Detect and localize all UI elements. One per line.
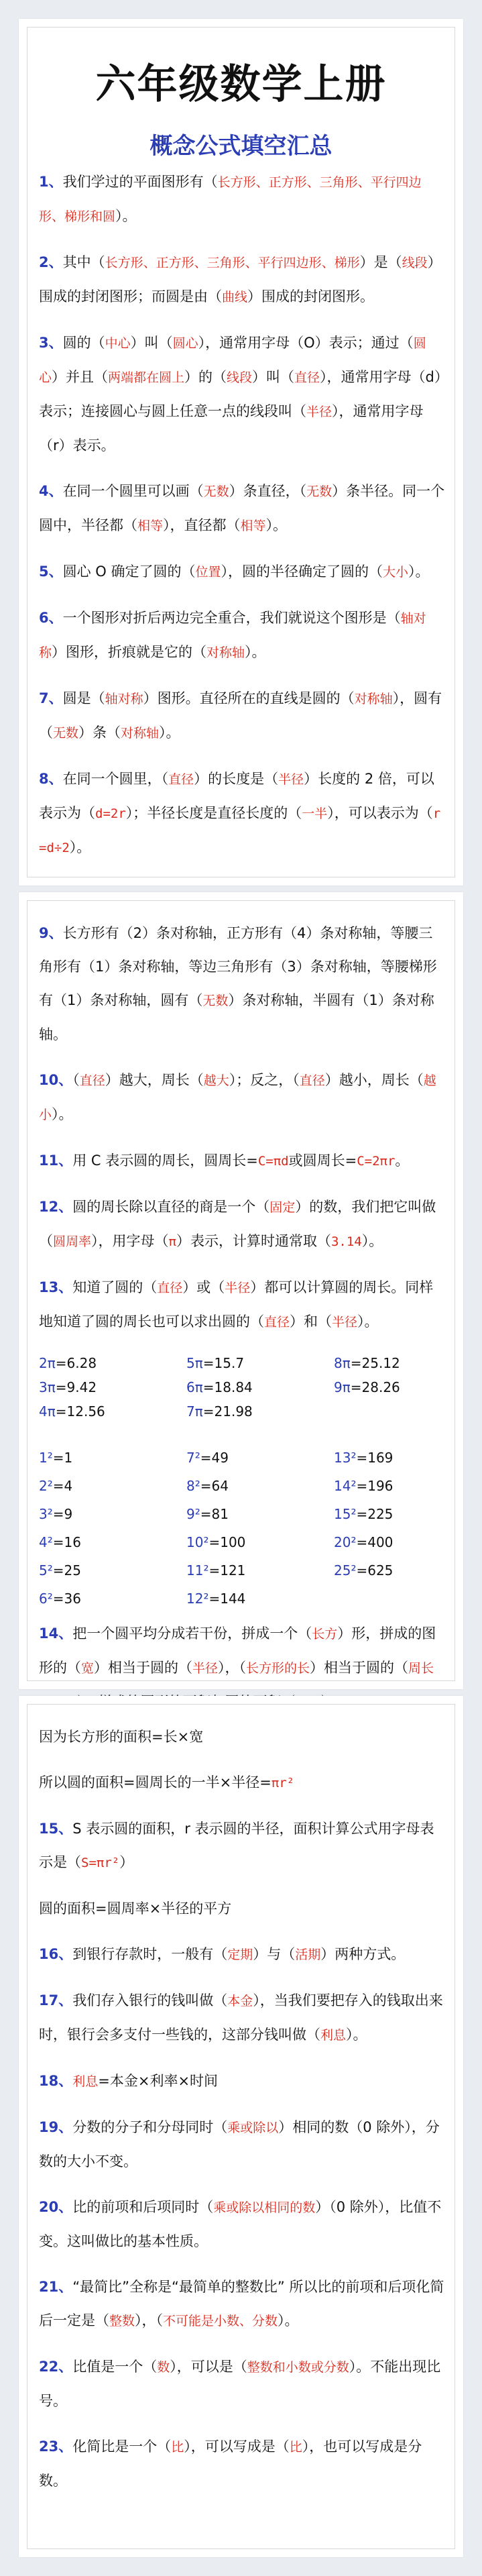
- table-cell: [334, 1472, 455, 1500]
- answer-text: 半径: [306, 405, 333, 419]
- concept-item: [39, 916, 446, 1051]
- item-text: ）围成的封闭图形；而圆是由（: [39, 254, 442, 305]
- answer-text: 直径: [264, 1315, 290, 1330]
- item-text: 因为长方形的面积=长×宽: [39, 1729, 204, 1745]
- item-text: ）叫（: [252, 369, 295, 385]
- item-text: =本金×利率×时间: [98, 2073, 219, 2089]
- answer-text: 越小: [39, 1073, 436, 1122]
- cell-expression: 9π: [334, 1379, 351, 1395]
- answer-text: 线段: [402, 256, 428, 270]
- card-concepts-1: [19, 19, 463, 885]
- answer-text: 数: [157, 2360, 170, 2375]
- table-cell: [39, 1351, 186, 1375]
- answer-text: S=πr²: [81, 1856, 120, 1870]
- cell-expression: 9²: [186, 1506, 200, 1522]
- concept-item: [39, 762, 446, 865]
- answer-text: 宽: [81, 1661, 95, 1676]
- item-text: ）围成的封闭图形。: [247, 288, 375, 305]
- answer-text: πr²: [271, 1776, 295, 1790]
- item-text: ）叫（: [130, 335, 173, 351]
- cell-expression: 5π: [186, 1355, 203, 1371]
- cell-value: =225: [356, 1506, 394, 1522]
- concept-item: [39, 2064, 446, 2098]
- concept-item: [39, 1190, 446, 1258]
- cell-value: =100: [208, 1534, 246, 1550]
- answer-text: 线段: [227, 370, 253, 385]
- cell-expression: 6π: [186, 1379, 203, 1395]
- table-cell: [39, 1444, 186, 1472]
- item-text: 圆的（: [62, 335, 105, 351]
- concept-item: [39, 326, 446, 462]
- item-text: ）越小，周长（: [324, 1072, 424, 1088]
- item-text: ）越大，周长（: [105, 1072, 204, 1088]
- pi-multiples-table: [39, 1351, 446, 1424]
- item-text: 长方形有（2）条对称轴，正方形有（4）条对称轴，等腰三角形有（1）条对称轴，等边三角形有（3）条对称轴，等腰梯形有（1）条对称轴，圆有（: [39, 925, 437, 1008]
- item-text: 我们存入银行的钱叫做（: [72, 1992, 228, 2008]
- answer-text: d=2r: [95, 806, 126, 821]
- item-text: 所以圆的面积=圆周长的一半×半径=: [39, 1774, 272, 1790]
- item-text: ），通常用字母（O）表示；通过（: [198, 335, 414, 351]
- answer-text: 直径: [157, 1281, 183, 1295]
- item-number: 19、: [39, 2119, 73, 2135]
- cell-value: =64: [200, 1478, 229, 1494]
- answer-text: 乘或除以: [227, 2121, 279, 2135]
- item-text: ）。: [346, 2027, 367, 2043]
- item-text: ）。: [408, 564, 430, 580]
- item-text: 比的前项和后项同时（: [72, 2199, 214, 2215]
- table-cell: [334, 1528, 455, 1556]
- answer-text: 一半: [302, 806, 328, 821]
- item-text: ）；半径长度是直径长度的（: [125, 805, 302, 821]
- item-number: 4、: [39, 483, 63, 499]
- answer-text: 比: [171, 2440, 184, 2455]
- answer-text: 无数: [53, 726, 79, 741]
- answer-text: 轴对称: [39, 611, 426, 660]
- item-text: 圆的面积=圆周率×半径的平方: [39, 1900, 232, 1917]
- item-text: 到银行存款时，一般有（: [72, 1946, 228, 1962]
- item-text: 圆是（: [62, 690, 105, 706]
- answer-text: 中心: [105, 336, 131, 351]
- concept-list-2: [39, 916, 446, 1731]
- page-title: 六年级数学上册: [95, 61, 387, 108]
- concept-item: [39, 2430, 446, 2498]
- item-number: 12、: [39, 1199, 73, 1215]
- cell-expression: 4π: [39, 1403, 56, 1419]
- answer-text: 长方形、正方形、三角形、平行四边形、梯形和圆: [39, 175, 422, 224]
- answer-text: 圆周率: [53, 1234, 92, 1249]
- table-cell: [186, 1399, 334, 1424]
- item-text: 圆心 O 确定了圆的（: [62, 564, 196, 580]
- concept-item: [39, 601, 446, 669]
- item-text: ）条对称轴，半圆有（1）条对称轴。: [39, 992, 434, 1042]
- answer-text: 半径: [332, 1315, 358, 1330]
- concept-list-1: [39, 165, 446, 877]
- cell-expression: 5²: [39, 1562, 53, 1578]
- table-cell: [39, 1472, 186, 1500]
- concept-item: [39, 2270, 446, 2338]
- cell-value: =15.7: [202, 1355, 245, 1371]
- answer-text: 周长: [408, 1661, 434, 1676]
- answer-text: π: [168, 1234, 176, 1249]
- answer-text: 圆心: [172, 336, 198, 351]
- cell-value: =25: [52, 1562, 81, 1578]
- answer-text: 半径: [278, 772, 304, 787]
- item-number: 17、: [39, 1992, 73, 2008]
- table-cell: [186, 1500, 334, 1528]
- concept-item: [39, 682, 446, 750]
- concept-item: [39, 555, 446, 589]
- cell-expression: 20²: [334, 1534, 357, 1550]
- answer-text: 定期: [227, 1947, 253, 1962]
- item-text: ）或（: [182, 1279, 225, 1295]
- answer-text: 不可能是小数、分数: [163, 2314, 278, 2328]
- item-text: ），通常用字母（d）表示；连接圆心与圆上任意一点的线段叫（: [39, 369, 442, 419]
- answer-text: 半径: [225, 1281, 251, 1295]
- item-text: 其中（: [62, 254, 105, 270]
- item-text: ），直径都（: [163, 517, 241, 533]
- item-text: ）；反之，（: [229, 1072, 300, 1088]
- concept-item: [39, 1720, 446, 1754]
- answer-text: 利息: [72, 2074, 99, 2089]
- item-text: ）图形。直径所在的直线是圆的（: [143, 690, 355, 706]
- concept-item: [39, 1892, 446, 1925]
- cell-value: =169: [356, 1450, 394, 1466]
- table-cell: [186, 1375, 334, 1399]
- answer-text: 活期: [295, 1947, 321, 1962]
- cell-expression: 3²: [39, 1506, 53, 1522]
- cell-value: =144: [208, 1591, 246, 1607]
- answer-text: 直径: [299, 1073, 325, 1088]
- table-cell: [39, 1375, 186, 1399]
- cell-value: =81: [200, 1506, 229, 1522]
- answer-text: 无数: [202, 994, 229, 1008]
- item-text: ），可以是（: [170, 2359, 247, 2375]
- item-text: ）与（: [253, 1946, 296, 1962]
- item-text: ），可以表示为（: [327, 805, 433, 821]
- card-concepts-3: [19, 1696, 463, 2557]
- item-text: ）的长度是（: [194, 771, 279, 787]
- item-text: ）。: [245, 644, 266, 660]
- item-text: “最简比”全称是“最简单的整数比” 所以比的前项和后项化简后一定是（: [39, 2279, 444, 2328]
- table-cell: [186, 1472, 334, 1500]
- item-text: ）条直径，（: [229, 483, 307, 499]
- concept-item: [39, 1766, 446, 1800]
- item-text: ），（: [218, 1660, 247, 1676]
- cell-expression: 25²: [334, 1562, 357, 1578]
- item-text: ）。: [265, 517, 288, 533]
- concept-item: [39, 2190, 446, 2258]
- answer-text: 两端都在圆上: [108, 370, 185, 385]
- concept-item: [39, 246, 446, 314]
- answer-text: 圆心: [39, 336, 426, 385]
- item-text: ）的数，我们把它叫做（: [39, 1199, 436, 1249]
- item-text: ）。: [361, 1233, 383, 1249]
- table-cell: [39, 1585, 186, 1613]
- concept-list-2a: [39, 916, 446, 1339]
- item-text: ）长度的 2 倍，可以表示为（: [39, 771, 434, 821]
- item-text: ）图形，折痕就是它的（: [52, 644, 207, 660]
- cell-value: =9.42: [55, 1379, 97, 1395]
- answer-text: 直径: [168, 772, 194, 787]
- item-text: 化简比是一个（: [72, 2438, 172, 2455]
- cell-value: =16: [52, 1534, 81, 1550]
- concept-item: [39, 1984, 446, 2052]
- item-text: ）。: [52, 1106, 73, 1122]
- answer-text: 位置: [195, 565, 221, 580]
- item-text: 比值是一个（: [72, 2359, 158, 2375]
- item-number: 21、: [39, 2279, 73, 2295]
- item-text: ），用字母（: [91, 1233, 169, 1249]
- cell-expression: 11²: [186, 1562, 209, 1578]
- item-text: ）表示，计算时通常取（: [176, 1233, 331, 1249]
- answer-text: 半径: [192, 1661, 219, 1676]
- cell-value: =18.84: [202, 1379, 253, 1395]
- item-number: 13、: [39, 1279, 73, 1295]
- item-text: ），可以写成是（: [184, 2438, 290, 2455]
- item-text: ）相同的数（0 除外），分数的大小不变。: [39, 2119, 440, 2169]
- table-cell: [39, 1528, 186, 1556]
- answer-text: 对称轴: [354, 692, 393, 706]
- item-number: 1、: [39, 174, 63, 190]
- answer-text: 对称轴: [121, 726, 160, 741]
- cell-value: =1: [52, 1450, 73, 1466]
- cell-expression: 8²: [186, 1478, 200, 1494]
- table-cell: [334, 1500, 455, 1528]
- concept-item: [39, 2350, 446, 2418]
- item-number: 7、: [39, 690, 63, 706]
- answer-text: 整数: [109, 2314, 135, 2328]
- answer-text: 固定: [269, 1200, 296, 1215]
- cell-value: =12.56: [55, 1403, 105, 1419]
- item-text: 在同一个圆里可以画（: [62, 483, 204, 499]
- cell-expression: 6²: [39, 1591, 53, 1607]
- concept-item: [39, 474, 446, 543]
- answer-text: 乘或除以相同的数: [213, 2200, 316, 2215]
- item-number: 22、: [39, 2359, 73, 2375]
- cell-expression: 8π: [334, 1355, 351, 1371]
- table-cell: [186, 1585, 334, 1613]
- answer-text: 3.14: [330, 1234, 362, 1249]
- cell-expression: 12²: [186, 1591, 209, 1607]
- table-cell: [334, 1375, 455, 1399]
- item-text: ）和（: [290, 1313, 333, 1330]
- item-text: 。: [395, 1152, 410, 1169]
- card-concepts-2: [19, 892, 463, 1689]
- table-cell: [39, 1399, 186, 1424]
- cell-expression: 13²: [334, 1450, 357, 1466]
- item-text: ），圆有（: [39, 690, 442, 741]
- item-number: 6、: [39, 610, 63, 626]
- cell-value: =196: [356, 1478, 394, 1494]
- concept-item: [39, 1063, 446, 1132]
- table-cell: [334, 1444, 455, 1472]
- item-text: S 表示圆的面积，r 表示圆的半径，面积计算公式用字母表示是（: [39, 1821, 434, 1870]
- cell-value: =625: [356, 1562, 394, 1578]
- cell-expression: 2²: [39, 1478, 53, 1494]
- item-number: 20、: [39, 2199, 73, 2215]
- answer-text: 长方形的长: [246, 1661, 310, 1676]
- answer-text: 大小: [383, 565, 409, 580]
- cell-expression: 2π: [39, 1355, 56, 1371]
- item-number: 23、: [39, 2438, 73, 2455]
- item-number: 11、: [39, 1152, 73, 1169]
- item-text: ）。: [115, 208, 137, 224]
- cell-expression: 10²: [186, 1534, 209, 1550]
- item-text: 分数的分子和分母同时（: [72, 2119, 228, 2135]
- cell-value: =4: [52, 1478, 73, 1494]
- table-cell: [334, 1556, 455, 1585]
- item-text: ）是（: [359, 254, 402, 270]
- item-number: 10、: [39, 1072, 73, 1088]
- item-text: 我们学过的平面图形有（: [62, 174, 218, 190]
- cell-value: =9: [52, 1506, 73, 1522]
- cell-value: =28.26: [350, 1379, 400, 1395]
- answer-text: 直径: [294, 370, 320, 385]
- table-cell: [39, 1556, 186, 1585]
- table-cell: [39, 1500, 186, 1528]
- item-text: ）。: [278, 2312, 299, 2328]
- item-text: 在同一个圆里，（: [62, 771, 169, 787]
- item-number: 3、: [39, 335, 63, 351]
- item-text: 用 C 表示圆的周长，圆周长=: [72, 1152, 258, 1169]
- item-number: 16、: [39, 1946, 73, 1962]
- item-text: ）。不能出现比号。: [39, 2359, 441, 2409]
- item-text: ）。: [69, 839, 91, 855]
- item-text: ）的（: [184, 369, 227, 385]
- answer-text: 曲线: [222, 290, 248, 305]
- answer-text: 长方: [312, 1627, 338, 1642]
- item-text: ），圆的半径确定了圆的（: [221, 564, 383, 580]
- item-text: ），（: [135, 2312, 164, 2328]
- cell-value: =49: [200, 1450, 229, 1466]
- answer-text: 无数: [203, 484, 229, 499]
- answer-text: 利息: [320, 2028, 347, 2043]
- item-text: ），也可以写成是分数。: [39, 2438, 422, 2489]
- cell-expression: 3π: [39, 1379, 56, 1395]
- answer-text: 长方形、正方形、三角形、平行四边形、梯形: [105, 256, 360, 270]
- answer-text: C=πd: [257, 1154, 289, 1169]
- item-text: ）（0 除外），比值不变。这叫做比的基本性质。: [39, 2199, 442, 2249]
- item-text: 知道了圆的（: [72, 1279, 158, 1295]
- answer-text: 相等: [137, 519, 164, 533]
- item-text: ），当我们要把存入的钱取出来时，银行会多支付一些钱的，这部分钱叫做（: [39, 1992, 443, 2043]
- cell-value: =36: [52, 1591, 81, 1607]
- concept-item: [39, 1812, 446, 1880]
- concept-item: [39, 165, 446, 233]
- page-subtitle: 概念公式填空汇总: [149, 133, 333, 160]
- cell-value: =6.28: [55, 1355, 97, 1371]
- table-cell: [186, 1351, 334, 1375]
- cell-expression: 15²: [334, 1506, 357, 1522]
- item-number: 5、: [39, 564, 63, 580]
- item-text: （: [72, 1072, 80, 1088]
- item-text: ）形，拼成的图形的（: [39, 1625, 436, 1676]
- answer-text: 轴对称: [105, 692, 143, 706]
- answer-text: C=2πr: [357, 1154, 396, 1169]
- item-text: ）相当于圆的（: [94, 1660, 193, 1676]
- table-cell: [186, 1528, 334, 1556]
- answer-text: 本金: [227, 1994, 253, 2008]
- answer-text: r=d÷2: [39, 806, 441, 855]
- cell-expression: 7π: [186, 1403, 203, 1419]
- table-cell: [334, 1585, 455, 1613]
- item-text: ）并且（: [52, 369, 109, 385]
- item-number: 18、: [39, 2073, 73, 2089]
- table-cell: [186, 1556, 334, 1585]
- item-text: ）两种方式。: [320, 1946, 406, 1962]
- cell-expression: 1²: [39, 1450, 53, 1466]
- item-text: 或圆周长=: [288, 1152, 357, 1169]
- item-text: ）相当于圆的（: [310, 1660, 409, 1676]
- cell-expression: 14²: [334, 1478, 357, 1494]
- concept-list-3: [39, 1720, 446, 2510]
- answer-text: 整数和小数或分数: [247, 2360, 349, 2375]
- cell-value: =121: [208, 1562, 246, 1578]
- item-text: ）。: [357, 1313, 379, 1330]
- concept-item: [39, 2110, 446, 2178]
- item-number: 14、: [39, 1625, 73, 1642]
- table-cell: [334, 1351, 455, 1375]
- concept-item: [39, 1144, 446, 1178]
- item-text: ）条半径。同一个圆中，半径都（: [39, 483, 445, 533]
- item-text: ）条（: [78, 724, 121, 741]
- answer-text: 越大: [203, 1073, 229, 1088]
- answer-text: 对称轴: [206, 645, 245, 660]
- cell-value: =400: [356, 1534, 394, 1550]
- cell-expression: 4²: [39, 1534, 53, 1550]
- answer-text: 比: [289, 2440, 302, 2455]
- answer-text: 无数: [306, 484, 333, 499]
- item-text: 圆的周长除以直径的商是一个（: [72, 1199, 270, 1215]
- table-cell: [334, 1399, 455, 1424]
- item-text: ），通常用字母（r）表示。: [39, 403, 424, 453]
- squares-table: [39, 1444, 446, 1613]
- cell-value: =21.98: [202, 1403, 253, 1419]
- item-number: 8、: [39, 771, 63, 787]
- item-text: ）。: [159, 724, 180, 741]
- item-text: ）都可以计算圆的周长。同样地知道了圆的周长也可以求出圆的（: [39, 1279, 434, 1330]
- item-text: 把一个圆平均分成若干份，拼成一个（: [72, 1625, 312, 1642]
- cell-expression: 7²: [186, 1450, 200, 1466]
- answer-text: 直径: [79, 1073, 105, 1088]
- cell-value: =25.12: [350, 1355, 400, 1371]
- item-text: ）: [119, 1854, 134, 1870]
- item-number: 15、: [39, 1821, 73, 1837]
- table-cell: [186, 1444, 334, 1472]
- item-number: 9、: [39, 925, 63, 941]
- item-text: 一个图形对折后两边完全重合，我们就说这个图形是（: [62, 610, 401, 626]
- answer-text: 相等: [240, 519, 266, 533]
- item-number: 2、: [39, 254, 63, 270]
- concept-item: [39, 1937, 446, 1972]
- concept-item: [39, 1271, 446, 1339]
